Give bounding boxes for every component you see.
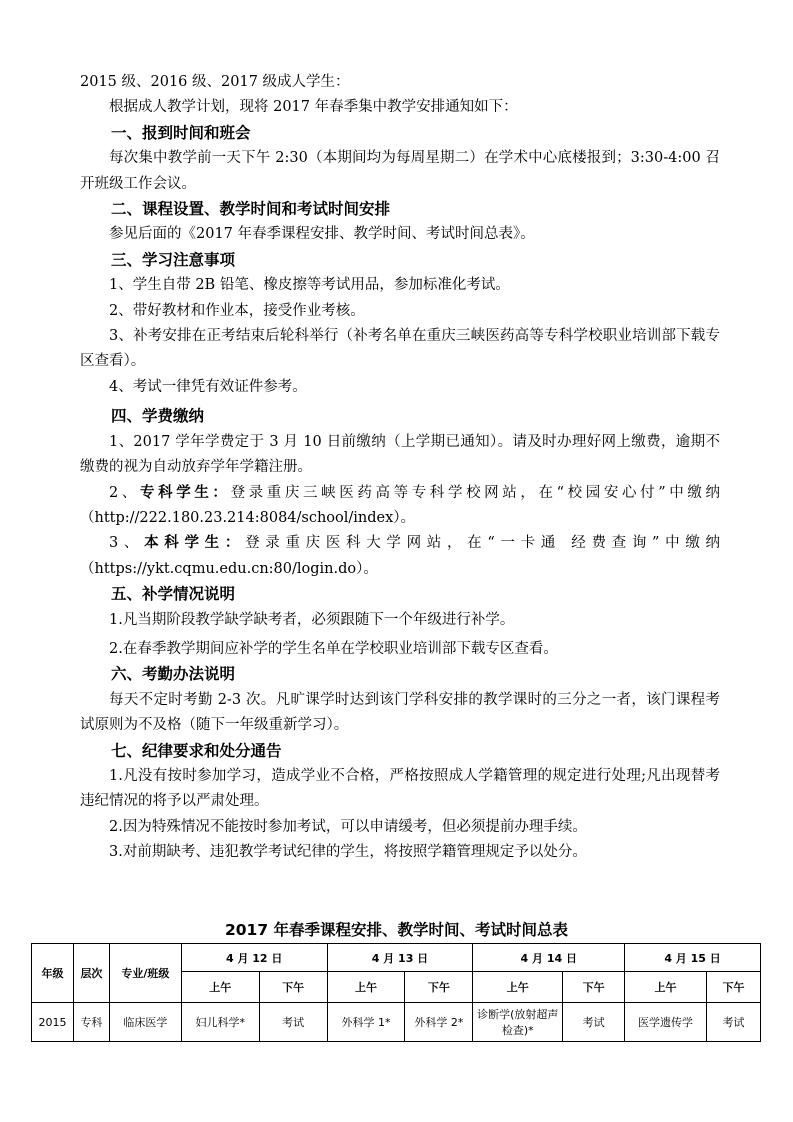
schedule-table [31,943,761,1042]
section-1-body: 每次集中教学前一天下午 2:30（本期间均为每周星期二）在学术中心底楼报到；3:30-4:00 召开班级工作会议。 [80,150,720,192]
section-4-item-2 [80,481,720,532]
cell-grade: 2015 [32,1003,74,1042]
header-date-3: 4 月 14 日 [473,944,625,972]
section-6-body: 每天不定时考勤 2-3 次。凡旷课学时达到该门学科安排的教学课时的三分之一者，该门课程考试原则为不及格（随下一年级重新学习）。 [80,691,720,734]
cell-course: 妇儿科学* [181,1003,259,1042]
header-date-1: 4 月 12 日 [181,944,327,972]
section-5-item-2: 2.在春季教学期间应补学的学生名单在学校职业培训部下载专区查看。 [109,640,558,657]
vocational-students-label: 专科学生： [139,484,231,501]
cell-course: 考试 [563,1003,625,1042]
section-7-item-3: 3.对前期缺考、违犯教学考试纪律的学生，将按照学籍管理规定予以处分。 [109,844,587,861]
section-4-item-3 [80,531,720,582]
header-am: 上午 [473,972,563,1003]
item-3-text: 登录重庆医科大学网站，在“一卡通 经费查询”中缴纳（https://ykt.cqmu.edu.cn:80/login.do）。 [80,535,721,577]
cell-course: 外科学 1* [327,1003,405,1042]
section-7-item-1: 1.凡没有按时参加学习，造成学业不合格，严格按照成人学籍管理的规定进行处理;凡出现替考违纪情况的将予以严肃处理。 [80,767,720,810]
notice-body [80,70,720,866]
intro: 根据成人教学计划，现将 2017 年春季集中教学安排通知如下： [109,99,518,116]
cell-course: 考试 [706,1003,760,1042]
header-am: 上午 [181,972,259,1003]
section-3-item-1: 1、学生自带 2B 铅笔、橡皮擦等考试用品，参加标准化考试。 [109,277,510,294]
header-grade: 年级 [32,944,74,1003]
section-2-body: 参见后面的《2017 年春季课程安排、教学时间、考试时间总表》。 [109,226,535,243]
header-level: 层次 [73,944,109,1003]
cell-course: 医学遗传学 [625,1003,707,1042]
section-5-item-1: 1.凡当期阶段教学缺学缺考者，必须跟随下一个年级进行补学。 [109,611,515,628]
section-7-heading: 七、纪律要求和处分通告 [111,741,282,760]
header-major: 专业/班级 [109,944,181,1003]
header-date-2: 4 月 13 日 [327,944,473,972]
header-am: 上午 [625,972,707,1003]
section-7-item-2: 2.因为特殊情况不能按时参加考试，可以申请缓考，但必须提前办理手续。 [109,818,587,835]
section-3-item-4: 4、考试一律凭有效证件参考。 [109,378,307,395]
header-pm: 下午 [405,972,473,1003]
cell-major: 临床医学 [109,1003,181,1042]
header-pm: 下午 [259,972,327,1003]
table-row [32,1003,761,1042]
section-3-item-2: 2、带好教材和作业本，接受作业考核。 [109,302,365,319]
header-date-4: 4 月 15 日 [625,944,761,972]
section-4-heading: 四、学费缴纳 [111,407,205,426]
undergraduate-students-label: 本科学生： [144,535,246,552]
cell-level: 专科 [73,1003,109,1042]
cell-course: 诊断学(放射超声检查)* [473,1003,563,1042]
section-5-heading: 五、补学情况说明 [111,585,236,604]
section-2-heading: 二、课程设置、教学时间和考试时间安排 [111,200,391,219]
greeting: 2015 级、2016 级、2017 级成人学生： [80,74,350,90]
section-3-item-3: 3、补考安排在正考结束后轮科举行（补考名单在重庆三峡医药高等专科学校职业培训部下载专区查看）。 [80,328,720,370]
item-2-prefix: 2、 [109,484,140,501]
header-pm: 下午 [706,972,760,1003]
section-4-item-1: 1、2017 学年学费定于 3 月 10 日前缴纳（上学期已通知）。请及时办理好网上缴费，逾期不缴费的视为自动放弃学年学籍注册。 [80,433,720,476]
cell-course: 外科学 2* [405,1003,473,1042]
item-3-prefix: 3、 [109,535,145,552]
section-1-heading: 一、报到时间和班会 [111,123,251,142]
section-6-heading: 六、考勤办法说明 [111,665,236,684]
header-am: 上午 [327,972,405,1003]
section-3-heading: 三、学习注意事项 [111,250,236,269]
header-pm: 下午 [563,972,625,1003]
schedule-table-title: 2017 年春季课程安排、教学时间、考试时间总表 [224,921,569,939]
item-2-text: 登录重庆三峡医药高等专科学校网站，在“校园安心付”中缴纳（http://222.180.23.214:8084/school/index）。 [80,484,721,526]
cell-course: 考试 [259,1003,327,1042]
